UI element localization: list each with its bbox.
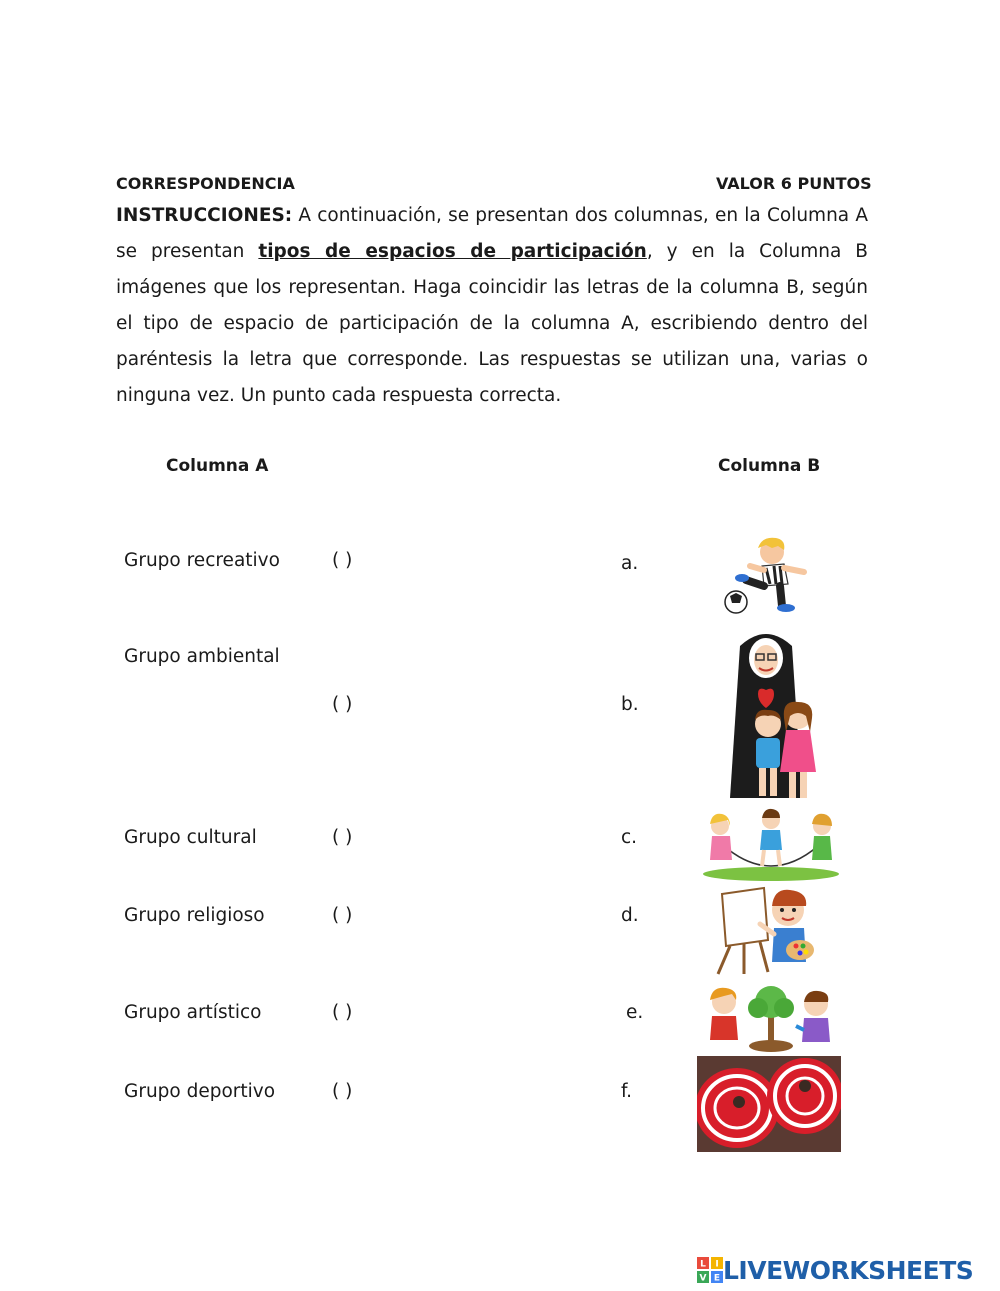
badge-letter-3: V [699,1273,707,1283]
folk-dancers-image [697,1056,841,1152]
instructions-text-1: A continuación, se presentan dos columnas, en la Columna A se presentan [116,205,868,262]
children-jumping-rope-image [702,806,840,882]
item-grupo-religioso: Grupo religioso [124,905,265,926]
option-letter-d: d. [621,905,639,926]
column-a-header: Columna A [166,456,269,476]
column-b-header: Columna B [718,456,821,476]
answer-paren-1[interactable]: ( ) [332,550,353,571]
boy-painting-easel-image [716,884,816,976]
answer-paren-2[interactable]: ( ) [332,694,353,715]
boy-playing-soccer-image [720,536,816,616]
live-badge-icon [697,1257,723,1283]
item-grupo-recreativo: Grupo recreativo [124,550,280,571]
instructions-text-2: , y en la Columna B imágenes que los representan. Haga coincidir las letras de la columna B, según el tipo de espacio de participación de la columna A, escribiendo dentro del paréntesis la letra que corresponde. Las respuestas se utilizan una, varias o ninguna vez. Un punto cada respuesta correcta. [116,241,869,406]
item-grupo-deportivo: Grupo deportivo [124,1081,276,1102]
item-grupo-cultural: Grupo cultural [124,827,257,848]
nun-with-children-image [726,622,842,804]
worksheet-title: CORRESPONDENCIA [116,174,295,193]
answer-paren-6[interactable]: ( ) [332,1081,353,1102]
instructions-emphasis: tipos de espacios de participación [258,241,647,262]
answer-paren-5[interactable]: ( ) [332,1002,353,1023]
badge-letter-1: L [700,1259,706,1270]
logo-text: LIVEWORKSHEETS [723,1255,974,1285]
option-letter-a: a. [621,553,639,574]
liveworksheets-logo [697,1256,973,1284]
item-grupo-artistico: Grupo artístico [124,1002,262,1023]
option-letter-b: b. [621,694,639,715]
badge-letter-4: E [713,1273,721,1283]
badge-letter-2: I [715,1259,719,1270]
instructions-label: INSTRUCCIONES: [116,205,293,226]
option-letter-f: f. [621,1081,633,1102]
option-letter-e: e. [626,1002,644,1023]
item-grupo-ambiental: Grupo ambiental [124,646,280,667]
option-letter-c: c. [621,827,638,848]
instructions-paragraph [116,198,868,414]
worksheet-value: VALOR 6 PUNTOS [716,174,872,193]
answer-paren-3[interactable]: ( ) [332,827,353,848]
answer-paren-4[interactable]: ( ) [332,905,353,926]
children-planting-tree-image [700,980,842,1054]
